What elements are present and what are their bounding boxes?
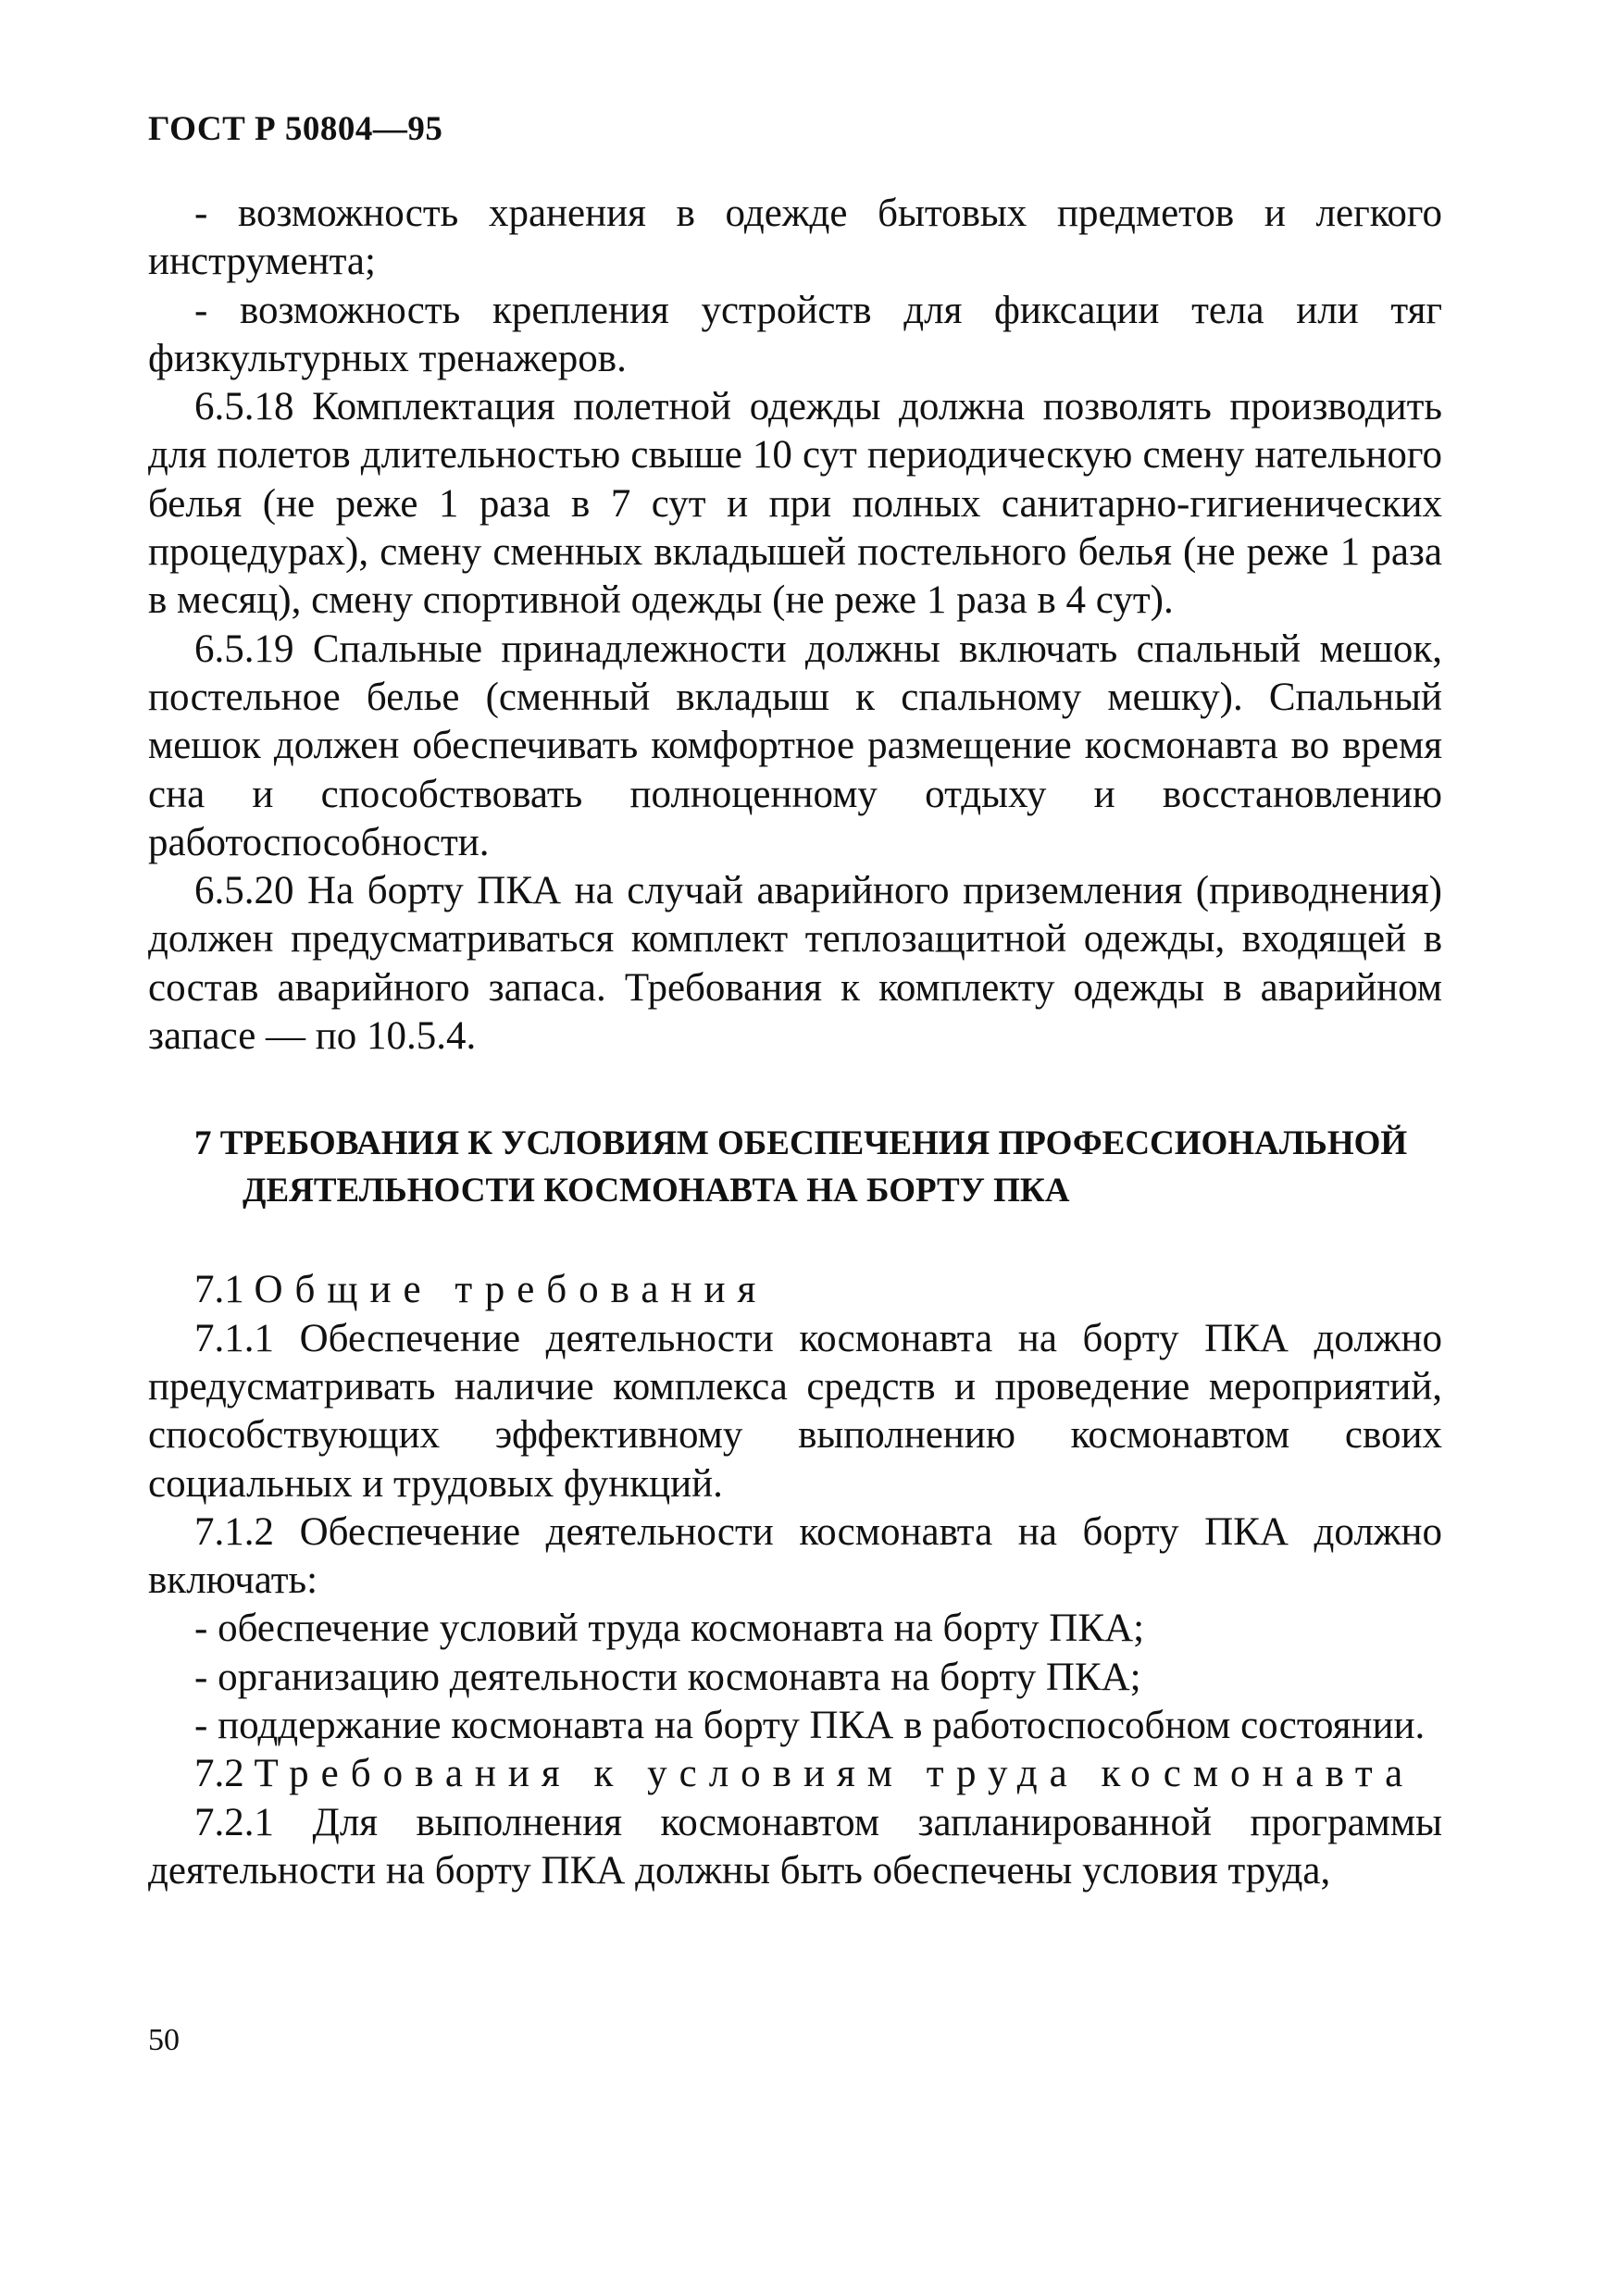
paragraph-7-1-1: 7.1.1 Обеспечение деятельности космонавта на борту ПКА должно предусматривать наличие комплекса средств и проведение мероприятий, способствующих эффективному выполнению космонавтом своих социальных и трудовых функций. [148,1316,1442,1506]
subsection-7-2-title [148,1750,1442,1798]
paragraph-6-5-18: 6.5.18 Комплектация полетной одежды должна позволять производить для полетов длительностью свыше 10 сут периодическую смену нательного белья (не реже 1 раза в 7 сут и при полных санитарно-гигиенических процедурах), смену сменных вкладышей постельного белья (не реже 1 раза в месяц), смену спортивной одежды (не реже 1 раза в 4 сут). [148,385,1442,623]
subsection-7-2-number: 7.2 [194,1752,244,1796]
paragraph-7-1-2: 7.1.2 Обеспечение деятельности космонавта на борту ПКА должно включать: [148,1509,1442,1603]
paragraph-storage: - возможность хранения в одежде бытовых предметов и легкого инструмента; [148,192,1442,284]
page-number: 50 [148,2023,180,2057]
list-item-organization: - организацию деятельности космонавта на борту ПКА; [194,1655,1141,1699]
list-item-conditions: - обеспечение условий труда космонавта на борту ПКА; [194,1607,1145,1651]
paragraph-6-5-20: 6.5.20 На борту ПКА на случай аварийного приземления (приводнения) должен предусматриваться комплект теплозащитной одежды, входящей в состав аварийного запаса. Требования к комплекту одежды в аварийном запасе — по 10.5.4. [148,869,1442,1059]
subsection-7-1-number: 7.1 [194,1268,244,1312]
page-body [148,190,1442,1895]
paragraph-7-2-1: 7.2.1 Для выполнения космонавтом запланированной программы деятельности на борту ПКА должны быть обеспечены условия труда, [148,1800,1442,1893]
paragraph-6-5-19: 6.5.19 Спальные принадлежности должны включать спальный мешок, постельное белье (сменный вкладыш к спальному мешку). Спальный мешок должен обеспечивать комфортное размещение космонавта во время сна и способствовать полноценному отдыху и восстановлению работоспособности. [148,627,1442,864]
document-header: ГОСТ Р 50804—95 [148,110,443,148]
paragraph-fixation: - возможность крепления устройств для фиксации тела или тяг физкультурных тренажеров. [148,288,1442,380]
subsection-7-1-label: Общие требования [254,1268,768,1312]
list-item-support: - поддержание космонавта на борту ПКА в работоспособном состоянии. [194,1704,1426,1748]
subsection-7-2-label: Требования к условиям труда космонавта [254,1752,1415,1796]
subsection-7-1-title [148,1266,1442,1314]
section-7-heading: 7 ТРЕБОВАНИЯ К УСЛОВИЯМ ОБЕСПЕЧЕНИЯ ПРОФЕССИОНАЛЬНОЙ ДЕЯТЕЛЬНОСТИ КОСМОНАВТА НА БОРТУ ПКА [194,1124,1408,1210]
